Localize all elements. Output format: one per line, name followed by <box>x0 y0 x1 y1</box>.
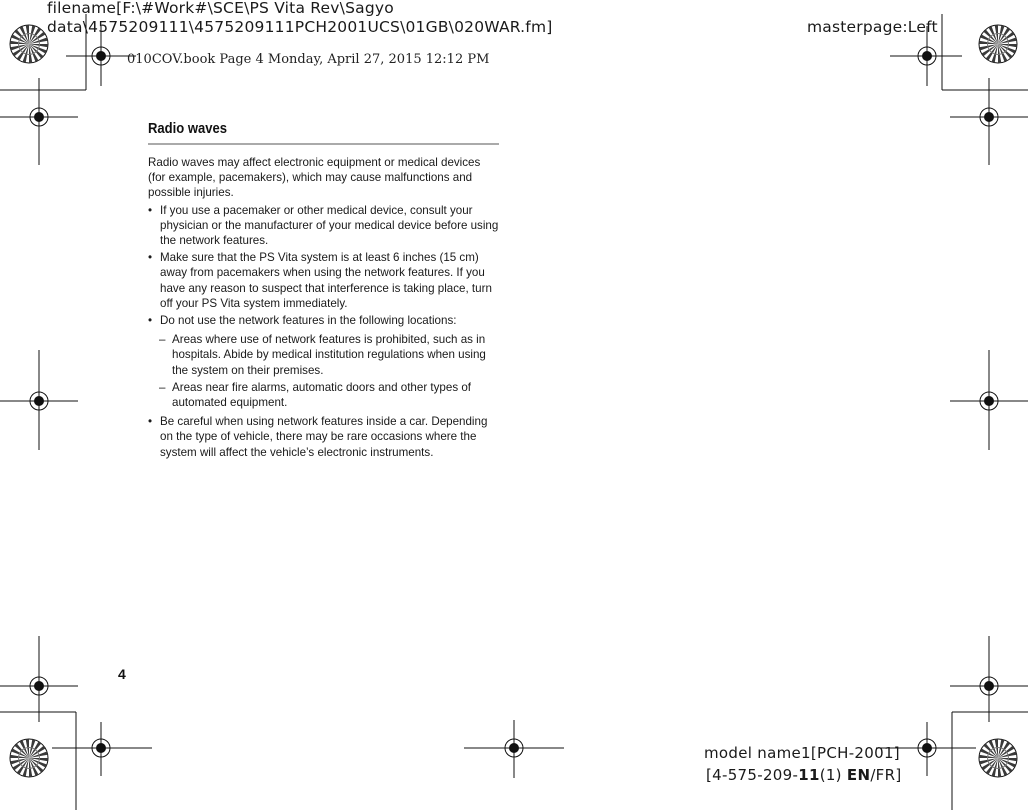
registration-mark <box>0 78 78 165</box>
starburst-target <box>979 25 1017 63</box>
bullet-text: Do not use the network features in the following locations: <box>160 314 457 328</box>
list-item <box>148 414 500 460</box>
bullet-marker: • <box>148 314 153 328</box>
model-name: model name1[PCH-2001] <box>704 744 900 762</box>
registration-mark <box>464 720 564 778</box>
masterpage-label: masterpage:Left <box>807 18 938 36</box>
code-revision: 11 <box>798 766 820 784</box>
list-item <box>148 313 500 328</box>
filename-line-1: filename[F:\#Work#\SCE\PS Vita Rev\Sagyo <box>47 0 394 17</box>
section-body <box>148 155 500 460</box>
registration-mark <box>950 636 1028 722</box>
registration-mark <box>0 636 78 722</box>
sub-list-item <box>148 332 500 378</box>
title-rule <box>148 143 499 145</box>
registration-mark <box>950 78 1028 165</box>
intro-paragraph: Radio waves may affect electronic equipment or medical devices (for example, pacemakers), which may cause malfunctions and possible injuries. <box>148 156 481 200</box>
sub-item-text: Areas where use of network features is prohibited, such as in hospitals. Abide by medical institution regulations when using the system on their premises. <box>172 333 486 377</box>
starburst-target <box>979 739 1017 777</box>
registration-mark <box>0 350 78 450</box>
code-language: EN <box>846 766 871 784</box>
code-lang-rest: /FR] <box>870 766 902 784</box>
dash-marker: – <box>159 380 166 394</box>
starburst-target <box>10 25 48 63</box>
list-item <box>148 250 500 311</box>
sub-list-item <box>148 380 500 410</box>
registration-mark <box>950 350 1028 450</box>
page-number: 4 <box>118 666 126 682</box>
section-title: Radio waves <box>148 121 228 137</box>
starburst-target <box>10 739 48 777</box>
registration-mark <box>52 722 152 776</box>
bullet-marker: • <box>148 415 153 429</box>
code-mid: (1) <box>819 766 847 784</box>
bullet-marker: • <box>148 251 153 265</box>
bullet-marker: • <box>148 203 153 217</box>
code-prefix: [4-575-209- <box>706 766 799 784</box>
filename-line-2: data\4575209111\4575209111PCH2001UCS\01GB\020WAR.fm] <box>47 18 553 36</box>
bullet-text: If you use a pacemaker or other medical device, consult your physician or the manufacturer of your medical device before using the network features. <box>160 203 499 248</box>
sub-item-text: Areas near fire alarms, automatic doors and other types of automated equipment. <box>172 380 472 410</box>
book-info-line: 010COV.book Page 4 Monday, April 27, 2015 12:12 PM <box>127 52 490 67</box>
bullet-text: Be careful when using network features inside a car. Depending on the type of vehicle, there may be rare occasions where the system will affect the vehicle’s electronic instruments. <box>160 415 488 459</box>
dash-marker: – <box>159 333 166 347</box>
product-code <box>706 765 901 785</box>
bullet-text: Make sure that the PS Vita system is at least 6 inches (15 cm) away from pacemakers when using the network features. If you have any reason to suspect that interference is taking place, turn off your PS Vita system immediately. <box>160 251 492 310</box>
list-item <box>148 203 500 249</box>
